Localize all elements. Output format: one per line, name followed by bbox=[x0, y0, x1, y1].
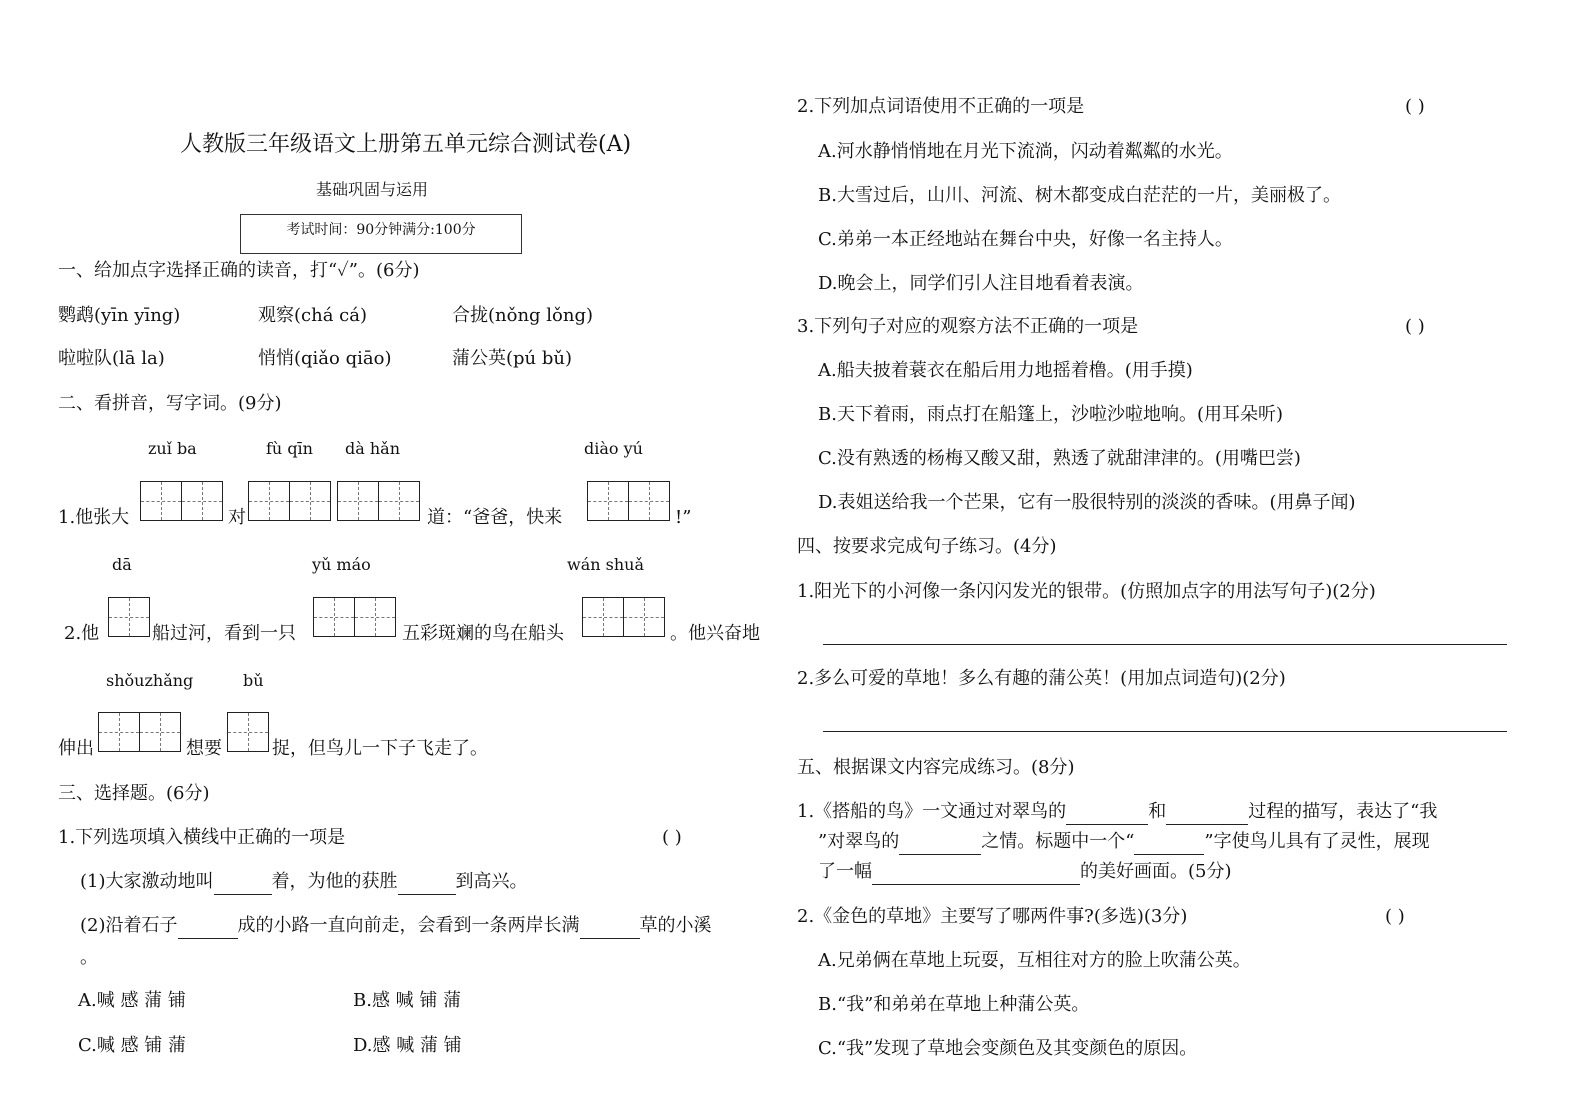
s5-q1-line-2 bbox=[818, 830, 1430, 855]
pinyin-shouzhang: shǒuzhǎng bbox=[106, 671, 194, 690]
s3-q1: 1.下列选项填入横线中正确的一项是 bbox=[58, 827, 346, 848]
s1-part-b: 着，为他的获胜 bbox=[271, 871, 398, 892]
q2-text-c: 五彩斑斓的鸟在船头 bbox=[402, 623, 564, 644]
s4-q1-answer-line[interactable] bbox=[823, 644, 1507, 645]
s5-q1-part-a: 1.《搭船的鸟》一文通过对翠鸟的 bbox=[797, 801, 1067, 822]
s5-q2-option-a[interactable]: A.兄弟俩在草地上玩耍，互相往对方的脸上吹蒲公英。 bbox=[818, 950, 1251, 971]
pinyin-diaoyu: diào yú bbox=[584, 439, 643, 458]
q1-text-a: 1.他张大 bbox=[58, 507, 130, 528]
s5-q1-part-c: 过程的描写，表达了“我 bbox=[1248, 801, 1438, 822]
section-4-heading: 四、按要求完成句子练习。(4分) bbox=[797, 536, 1057, 557]
page-subtitle: 基础巩固与运用 bbox=[316, 180, 429, 199]
s4-q1: 1.阳光下的小河像一条闪闪发光的银带。(仿照加点字的用法写句子)(2分) bbox=[797, 581, 1376, 602]
section-3-heading: 三、选择题。(6分) bbox=[58, 783, 210, 804]
blank[interactable] bbox=[1166, 800, 1248, 825]
q1-text-c: 道：“爸爸，快来 bbox=[427, 507, 563, 528]
q2-text-a: 2.他 bbox=[64, 623, 100, 644]
s3-q1-answer-paren[interactable]: ( ) bbox=[662, 827, 682, 848]
s3-q3-option-c[interactable]: C.没有熟透的杨梅又酸又甜，熟透了就甜津津的。(用嘴巴尝) bbox=[818, 448, 1301, 469]
write-grid-dahan[interactable] bbox=[337, 481, 420, 521]
q3-text-b: 想要 bbox=[186, 738, 222, 759]
pinyin-da: dā bbox=[112, 555, 132, 574]
s5-q2-option-b[interactable]: B.“我”和弟弟在草地上种蒲公英。 bbox=[818, 994, 1090, 1015]
q1-text-b: 对 bbox=[228, 507, 246, 528]
pinyin-wanshua: wán shuǎ bbox=[567, 555, 644, 574]
blank[interactable] bbox=[214, 870, 272, 895]
exam-info: 考试时间：90分钟满分:100分 bbox=[286, 222, 476, 238]
s3-q3-answer-paren[interactable]: ( ) bbox=[1405, 316, 1425, 337]
s2-part-b: 成的小路一直向前走，会看到一条两岸长满 bbox=[237, 915, 580, 936]
s1-item-3: 合拢(nǒng lǒng) bbox=[452, 305, 594, 326]
blank[interactable] bbox=[899, 830, 981, 855]
s3-q3-option-a[interactable]: A.船夫披着蓑衣在船后用力地摇着橹。(用手摸) bbox=[818, 360, 1193, 381]
s1-part-c: 到高兴。 bbox=[455, 871, 528, 892]
s5-q1-line-3 bbox=[818, 860, 1232, 885]
s3-q1-sentence-1 bbox=[80, 870, 528, 895]
exam-info-box bbox=[240, 214, 522, 254]
write-grid-wanshua[interactable] bbox=[582, 597, 665, 637]
s3-q2-option-c[interactable]: C.弟弟一本正经地站在舞台中央，好像一名主持人。 bbox=[818, 229, 1233, 250]
s5-q1-part-h: 的美好画面。(5分) bbox=[1080, 861, 1232, 882]
option-b[interactable]: B.感 喊 铺 蒲 bbox=[353, 990, 462, 1011]
s1-item-1: 鹦鹉(yīn yīng) bbox=[58, 305, 181, 326]
blank[interactable] bbox=[398, 870, 456, 895]
write-grid-shouzhang[interactable] bbox=[98, 712, 181, 752]
s4-q2-answer-line[interactable] bbox=[823, 731, 1507, 732]
option-a[interactable]: A.喊 感 蒲 铺 bbox=[78, 990, 186, 1011]
s5-q1-part-b: 和 bbox=[1148, 801, 1167, 822]
s3-q1-sentence-2 bbox=[80, 914, 712, 939]
write-grid-zuiba[interactable] bbox=[140, 481, 223, 521]
s3-q1-sentence-2-end: 。 bbox=[80, 947, 98, 968]
write-grid-yumao[interactable] bbox=[313, 597, 396, 637]
pinyin-yumao: yǔ máo bbox=[312, 555, 371, 574]
s1-item-2: 观察(chá cá) bbox=[258, 305, 367, 326]
s3-q2: 2.下列加点词语使用不正确的一项是 bbox=[797, 96, 1085, 117]
option-c[interactable]: C.喊 感 铺 蒲 bbox=[78, 1035, 187, 1056]
s2-part-c: 草的小溪 bbox=[639, 915, 712, 936]
blank[interactable] bbox=[580, 914, 640, 939]
s5-q1-line-1 bbox=[797, 800, 1437, 825]
s4-q2: 2.多么可爱的草地！多么有趣的蒲公英！(用加点词造句)(2分) bbox=[797, 668, 1286, 689]
s1-part-a: (1)大家激动地叫 bbox=[80, 871, 214, 892]
blank[interactable] bbox=[1134, 830, 1204, 855]
q3-text-c: 捉，但鸟儿一下子飞走了。 bbox=[272, 738, 488, 759]
s5-q1-part-g: 了一幅 bbox=[818, 861, 872, 882]
s5-q2-option-c[interactable]: C.“我”发现了草地会变颜色及其变颜色的原因。 bbox=[818, 1038, 1198, 1059]
pinyin-fuqin: fù qīn bbox=[266, 439, 313, 458]
section-2-heading: 二、看拼音，写字词。(9分) bbox=[58, 393, 282, 414]
section-1-heading: 一、给加点字选择正确的读音，打“✓”。(6分) bbox=[58, 260, 420, 281]
write-grid-diaoyu[interactable] bbox=[587, 481, 670, 521]
s1-item-5: 悄悄(qiǎo qiāo) bbox=[258, 348, 392, 369]
write-grid-fuqin[interactable] bbox=[248, 481, 331, 521]
s5-q1-part-e: 之情。标题中一个“ bbox=[981, 831, 1135, 852]
option-d[interactable]: D.感 喊 蒲 铺 bbox=[353, 1035, 462, 1056]
s3-q2-option-b[interactable]: B.大雪过后，山川、河流、树木都变成白茫茫的一片，美丽极了。 bbox=[818, 185, 1341, 206]
s5-q2: 2.《金色的草地》主要写了哪两件事?(多选)(3分) bbox=[797, 906, 1188, 927]
pinyin-dahan: dà hǎn bbox=[345, 439, 401, 458]
q2-text-d: 。他兴奋地 bbox=[670, 623, 760, 644]
s3-q3: 3.下列句子对应的观察方法不正确的一项是 bbox=[797, 316, 1139, 337]
q1-text-d: !” bbox=[675, 507, 692, 528]
s1-item-4: 啦啦队(lā la) bbox=[58, 348, 165, 369]
blank[interactable] bbox=[178, 914, 238, 939]
s1-item-6: 蒲公英(pú bǔ) bbox=[452, 348, 572, 369]
s5-q1-part-d: ”对翠鸟的 bbox=[818, 831, 900, 852]
s5-q1-part-f: ”字使鸟儿具有了灵性，展现 bbox=[1204, 831, 1430, 852]
blank[interactable] bbox=[1066, 800, 1148, 825]
s3-q3-option-b[interactable]: B.天下着雨，雨点打在船篷上，沙啦沙啦地响。(用耳朵听) bbox=[818, 404, 1283, 425]
page-title: 人教版三年级语文上册第五单元综合测试卷(A) bbox=[180, 132, 632, 157]
pinyin-bu: bǔ bbox=[243, 671, 264, 690]
s2-part-a: (2)沿着石子 bbox=[80, 915, 178, 936]
pinyin-zuiba: zuǐ ba bbox=[148, 439, 197, 458]
write-grid-bu[interactable] bbox=[227, 712, 269, 752]
q3-text-a: 伸出 bbox=[58, 738, 94, 759]
s3-q2-option-a[interactable]: A.河水静悄悄地在月光下流淌，闪动着粼粼的水光。 bbox=[818, 141, 1233, 162]
blank[interactable] bbox=[872, 860, 1080, 885]
section-5-heading: 五、根据课文内容完成练习。(8分) bbox=[797, 757, 1075, 778]
s3-q2-option-d[interactable]: D.晚会上，同学们引人注目地看着表演。 bbox=[818, 273, 1144, 294]
s5-q2-answer-paren[interactable]: ( ) bbox=[1385, 906, 1405, 927]
s3-q3-option-d[interactable]: D.表姐送给我一个芒果，它有一股很特别的淡淡的香味。(用鼻子闻) bbox=[818, 492, 1356, 513]
q2-text-b: 船过河，看到一只 bbox=[152, 623, 296, 644]
s3-q2-answer-paren[interactable]: ( ) bbox=[1405, 96, 1425, 117]
write-grid-da[interactable] bbox=[108, 597, 150, 637]
